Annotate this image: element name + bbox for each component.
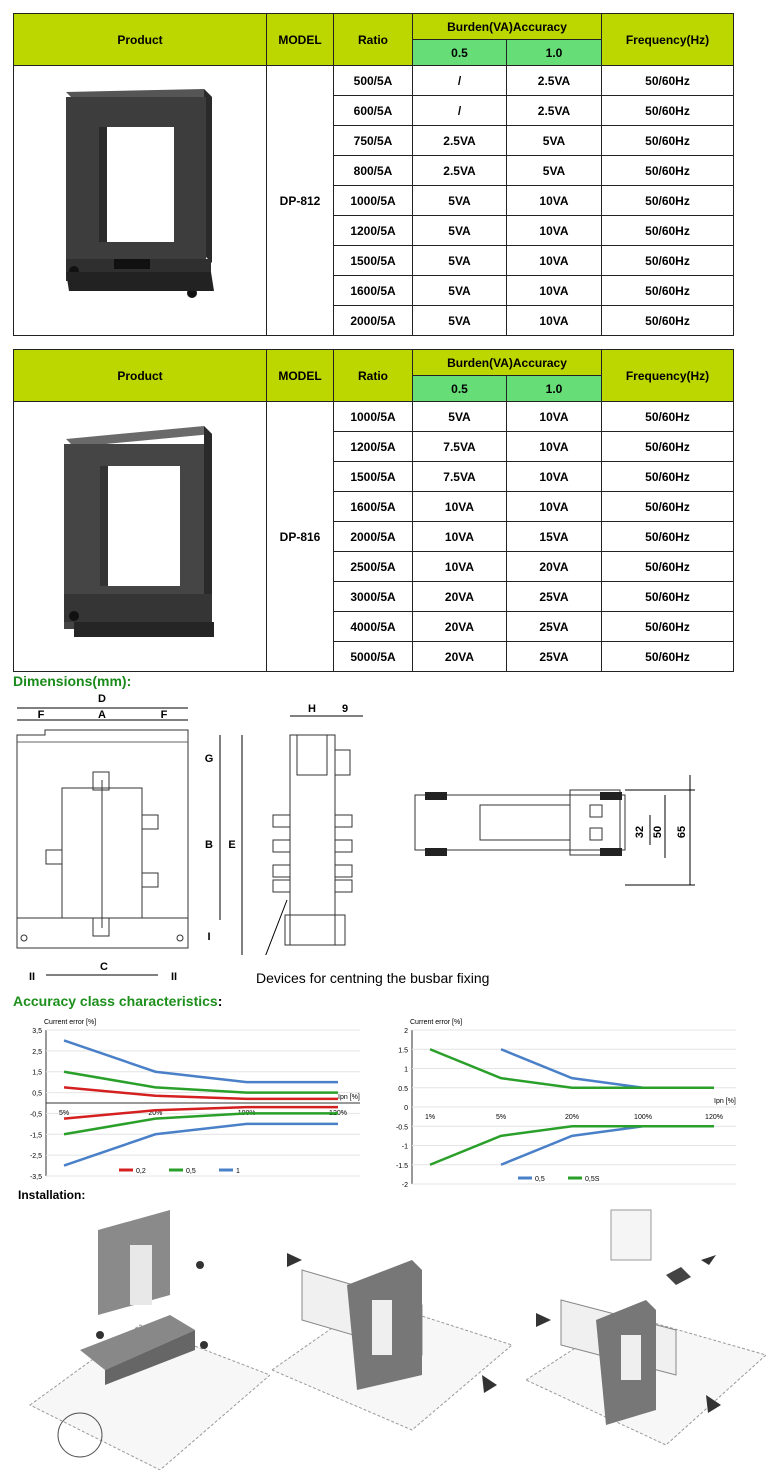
accuracy-chart-1 [18, 1012, 370, 1187]
x-tick-label: 1% [424, 1114, 436, 1121]
dimension-side-view [265, 700, 385, 955]
header-model: MODEL [267, 14, 334, 66]
freq-cell: 50/60Hz [602, 582, 734, 612]
freq-cell: 50/60Hz [602, 492, 734, 522]
freq-cell: 50/60Hz [602, 276, 734, 306]
a05-cell: 2.5VA [413, 126, 507, 156]
freq-cell: 50/60Hz [602, 156, 734, 186]
dim-label-II-left: II [28, 971, 36, 983]
a10-cell: 10VA [507, 246, 602, 276]
ratio-cell: 1500/5A [334, 462, 413, 492]
freq-cell: 50/60Hz [602, 186, 734, 216]
a05-cell: / [413, 66, 507, 96]
installation-step-3 [526, 1205, 771, 1470]
ratio-cell: 2000/5A [334, 522, 413, 552]
header-burden: Burden(VA)Accuracy [413, 350, 602, 376]
a10-cell: 2.5VA [507, 96, 602, 126]
y-tick-label: 0 [404, 1105, 408, 1112]
model-cell: DP-816 [267, 402, 334, 672]
y-tick-label: -0.5 [395, 1124, 408, 1132]
a05-cell: 20VA [413, 642, 507, 672]
freq-cell: 50/60Hz [602, 522, 734, 552]
ratio-cell: 2500/5A [334, 552, 413, 582]
x-tick-label: 120% [329, 1110, 347, 1117]
dimension-top-view [410, 760, 710, 895]
a05-cell: 5VA [413, 186, 507, 216]
header-frequency: Frequency(Hz) [602, 14, 734, 66]
header-acc-05: 0.5 [413, 40, 507, 66]
y-tick-label: -0,5 [29, 1111, 42, 1119]
dim-label-50: 50 [652, 825, 664, 839]
ratio-cell: 600/5A [334, 96, 413, 126]
y-tick-label: 2,5 [32, 1048, 42, 1056]
freq-cell: 50/60Hz [602, 96, 734, 126]
freq-cell: 50/60Hz [602, 126, 734, 156]
legend-label: 0,5 [186, 1168, 196, 1175]
y-tick-label: 3,5 [32, 1028, 42, 1035]
a10-cell: 10VA [507, 306, 602, 336]
freq-cell: 50/60Hz [602, 402, 734, 432]
x-tick-label: 20% [148, 1110, 163, 1117]
accuracy-title: Accuracy class characteristics: [13, 993, 223, 1009]
a05-cell: 10VA [413, 552, 507, 582]
header-ratio: Ratio [334, 350, 413, 402]
dim-label-D: D [98, 693, 106, 705]
installation-step-2 [272, 1205, 517, 1470]
x-tick-label: 120% [705, 1114, 723, 1121]
a05-cell: / [413, 96, 507, 126]
dim-label-G: G [204, 753, 214, 765]
dim-label-I: I [207, 931, 211, 943]
x-tick-label: 100% [634, 1114, 652, 1121]
a05-cell: 10VA [413, 522, 507, 552]
header-acc-10: 1.0 [507, 376, 602, 402]
a05-cell: 20VA [413, 582, 507, 612]
dim-label-B: B [205, 839, 213, 851]
a10-cell: 10VA [507, 276, 602, 306]
x-tick-label: 5% [58, 1110, 70, 1117]
a10-cell: 5VA [507, 156, 602, 186]
y-axis-label: Current error [%] [410, 1019, 463, 1026]
x-tick-label: 5% [495, 1114, 507, 1121]
a10-cell: 5VA [507, 126, 602, 156]
freq-cell: 50/60Hz [602, 306, 734, 336]
ratio-cell: 800/5A [334, 156, 413, 186]
legend-label: 0,5S [585, 1176, 600, 1183]
model-cell: DP-812 [267, 66, 334, 336]
header-frequency: Frequency(Hz) [602, 350, 734, 402]
header-product: Product [14, 350, 267, 402]
dim-label-32: 32 [634, 825, 646, 839]
a10-cell: 25VA [507, 642, 602, 672]
header-ratio: Ratio [334, 14, 413, 66]
freq-cell: 50/60Hz [602, 216, 734, 246]
freq-cell: 50/60Hz [602, 642, 734, 672]
dim-label-F-right: F [160, 709, 168, 721]
header-model: MODEL [267, 350, 334, 402]
installation-step-1 [20, 1205, 270, 1470]
ratio-cell: 2000/5A [334, 306, 413, 336]
installation-title: Installation: [18, 1188, 86, 1202]
dimension-front-view [10, 690, 265, 990]
dim-label-E: E [228, 839, 236, 851]
a05-cell: 7.5VA [413, 462, 507, 492]
a05-cell: 5VA [413, 216, 507, 246]
dim-label-A: A [98, 709, 106, 721]
freq-cell: 50/60Hz [602, 246, 734, 276]
freq-cell: 50/60Hz [602, 552, 734, 582]
dim-label-II-right: II [170, 971, 178, 983]
freq-cell: 50/60Hz [602, 462, 734, 492]
legend-label: 1 [236, 1168, 240, 1175]
header-acc-10: 1.0 [507, 40, 602, 66]
ratio-cell: 1200/5A [334, 432, 413, 462]
a10-cell: 10VA [507, 186, 602, 216]
x-axis-label: Ipn [%] [338, 1094, 360, 1101]
freq-cell: 50/60Hz [602, 612, 734, 642]
y-tick-label: 0.5 [398, 1085, 408, 1093]
y-tick-label: -2,5 [29, 1153, 42, 1161]
header-acc-05: 0.5 [413, 376, 507, 402]
a10-cell: 2.5VA [507, 66, 602, 96]
legend-label: 0,5 [535, 1176, 545, 1183]
ratio-cell: 1500/5A [334, 246, 413, 276]
x-tick-label: 20% [564, 1114, 580, 1121]
dimensions-title: Dimensions(mm): [13, 673, 132, 689]
a10-cell: 10VA [507, 462, 602, 492]
a10-cell: 20VA [507, 552, 602, 582]
a10-cell: 25VA [507, 582, 602, 612]
x-axis-label: Ipn [%] [714, 1098, 736, 1105]
a10-cell: 25VA [507, 612, 602, 642]
ratio-cell: 1000/5A [334, 402, 413, 432]
y-tick-label: 1,5 [32, 1069, 42, 1077]
a05-cell: 2.5VA [413, 156, 507, 186]
dim-label-C: C [100, 961, 108, 973]
a05-cell: 20VA [413, 612, 507, 642]
series-line-1-lower [64, 1124, 338, 1166]
product-image-dp816 [14, 404, 266, 666]
y-tick-label: 2 [404, 1028, 408, 1035]
y-tick-label: -3,5 [29, 1174, 42, 1181]
y-tick-label: -1 [401, 1143, 408, 1151]
ratio-cell: 750/5A [334, 126, 413, 156]
product-image-dp812 [14, 67, 266, 329]
header-product: Product [14, 14, 267, 66]
series-line-1-upper [64, 1040, 338, 1082]
y-tick-label: 1 [404, 1066, 408, 1074]
a05-cell: 5VA [413, 276, 507, 306]
accuracy-chart-2 [376, 1012, 746, 1187]
a05-cell: 5VA [413, 402, 507, 432]
y-tick-label: -1,5 [29, 1132, 42, 1140]
a05-cell: 5VA [413, 246, 507, 276]
legend-label: 0,2 [136, 1168, 146, 1175]
y-tick-label: -2 [401, 1182, 408, 1187]
a10-cell: 10VA [507, 216, 602, 246]
a05-cell: 5VA [413, 306, 507, 336]
dim-label-F-left: F [37, 709, 45, 721]
ratio-cell: 1200/5A [334, 216, 413, 246]
ratio-cell: 3000/5A [334, 582, 413, 612]
ratio-cell: 1600/5A [334, 276, 413, 306]
a10-cell: 10VA [507, 402, 602, 432]
a10-cell: 15VA [507, 522, 602, 552]
a10-cell: 10VA [507, 492, 602, 522]
dim-label-H: H [308, 703, 316, 715]
ratio-cell: 500/5A [334, 66, 413, 96]
a05-cell: 7.5VA [413, 432, 507, 462]
dim-label-65: 65 [676, 825, 688, 839]
y-tick-label: 1.5 [398, 1047, 408, 1055]
a10-cell: 10VA [507, 432, 602, 462]
ratio-cell: 1000/5A [334, 186, 413, 216]
ratio-cell: 1600/5A [334, 492, 413, 522]
y-tick-label: 0,5 [32, 1090, 42, 1098]
y-axis-label: Current error [%] [44, 1019, 97, 1026]
ratio-cell: 4000/5A [334, 612, 413, 642]
freq-cell: 50/60Hz [602, 66, 734, 96]
dim-label-9: 9 [341, 703, 349, 715]
header-burden: Burden(VA)Accuracy [413, 14, 602, 40]
busbar-caption: Devices for centning the busbar fixing [256, 970, 490, 986]
ratio-cell: 5000/5A [334, 642, 413, 672]
y-tick-label: -1.5 [395, 1162, 408, 1170]
x-tick-label: 100% [237, 1110, 256, 1117]
a05-cell: 10VA [413, 492, 507, 522]
freq-cell: 50/60Hz [602, 432, 734, 462]
